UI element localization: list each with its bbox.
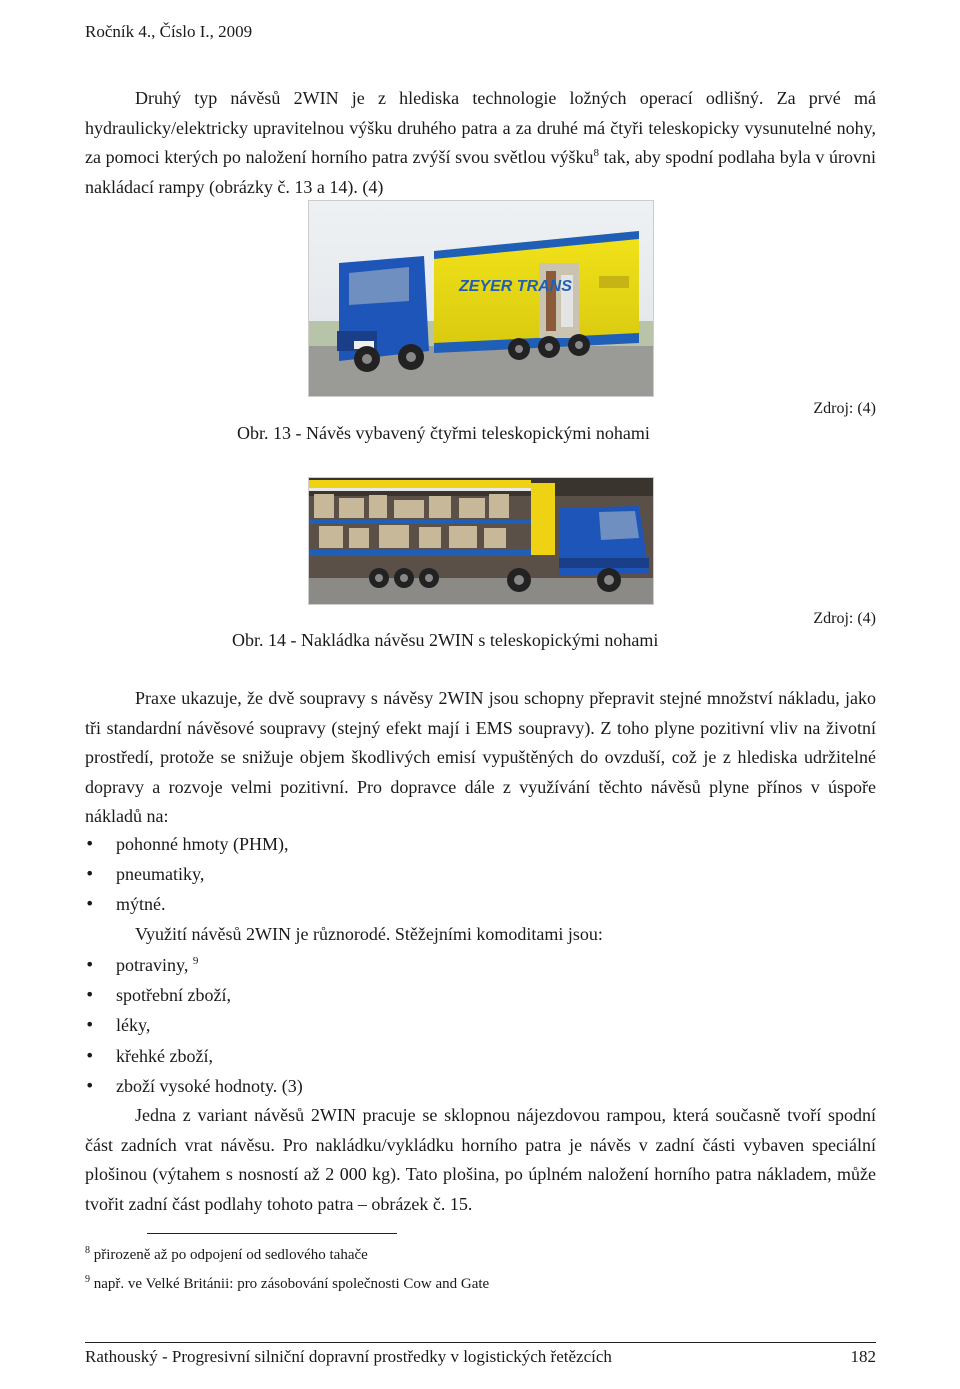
figure-13-source: Zdroj: (4) [813,400,876,417]
list-item: • léky, [85,1010,303,1040]
footnote-9: $^9$ např. ve Velké Británii: pro zásobování společnosti Cow and Gate [85,1274,490,1292]
truck-photo-drawing [309,201,653,396]
loading-photo-drawing [309,478,653,604]
figure-14-caption: Obr. 14 - Nakládka návěsu 2WIN s teleskopickými nohami [232,630,659,650]
figure-14-source: Zdroj: (4) [813,610,876,627]
list-item: • pohonné hmoty (PHM), [85,829,289,859]
list-item: • pneumatiky, [85,859,289,889]
figure-13-caption: Obr. 13 - Návěs vybavený čtyřmi teleskopickými nohami [237,423,650,443]
list-item: • potraviny, $^9$ [85,950,303,980]
paragraph-2win-description [85,84,876,202]
footnote-ref-8: 8 [593,147,599,159]
list-item: • spotřební zboží, [85,980,303,1010]
paragraph-text: Druhý typ návěsů 2WIN je z hlediska technologie ložných operací odlišný. Za prvé má hydraulicky/elektricky upravitelnou výšku druhého patra a za druhé má čtyři teleskopicky vysunutelné nohy, za pomoci kterých po naložení horního patra zvýší svou světlou výšku [85,88,876,167]
commodities-list [85,950,303,1101]
footer-title: Rathouský - Progresivní silniční dopravní prostředky v logistických řetězcích [85,1347,612,1366]
truck-photo-figure-14 [308,477,654,605]
list-item: • mýtné. [85,889,289,919]
truck-photo-figure-13 [308,200,654,397]
page-number: 182 [850,1347,876,1366]
footnote-8: $^8$ přirozeně až po odpojení od sedlového tahače [85,1245,368,1263]
footnote-ref-9: 9 [192,955,199,967]
paragraph-text: Jedna z variant návěsů 2WIN pracuje se sklopnou nájezdovou rampou, která současně tvoří spodní část zadních vrat návěsu. Pro nakládku/vykládku horního patra je návěs v zadní části vybaven speciální plošinou (výtahem s nosností až 2 000 kg). Tato plošina, po úplném naložení horního patra nákladem, může tvořit zadní část podlahy tohoto patra – obrázek č. 15. [85,1105,876,1214]
list-item: • křehké zboží, [85,1041,303,1071]
list-item: • zboží vysoké hodnoty. (3) [85,1071,303,1101]
footer-separator [85,1342,876,1343]
paragraph-benefits [85,684,876,832]
usage-intro-line: Využití návěsů 2WIN je různorodé. Stěžejními komoditami jsou: [135,924,603,944]
running-header: Ročník 4., Číslo I., 2009 [85,22,253,41]
paragraph-text-cont: tak, aby spodní podlaha byla v úrovni nakládací rampy (obrázky č. 13 a 14). (4) [85,147,876,197]
paragraph-ramp-variant [85,1101,876,1219]
cost-savings-list [85,829,289,920]
footnote-separator [147,1233,397,1234]
truck-logo-text: ZEYER TRANS [459,278,572,295]
paragraph-text: Praxe ukazuje, že dvě soupravy s návěsy 2WIN jsou schopny přepravit stejné množství nákladu, jako tři standardní návěsové soupravy (stejný efekt mají i EMS soupravy). Z toho plyne pozitivní vliv na životní prostředí, protože se snižuje objem škodlivých emisí vypuštěných do ovzduší, což je z hlediska udržitelné dopravy a rozvoje velmi pozitivní. Pro dopravce dále z využívání těchto návěsů plyne přínos v úspoře nákladů na: [85,688,876,826]
